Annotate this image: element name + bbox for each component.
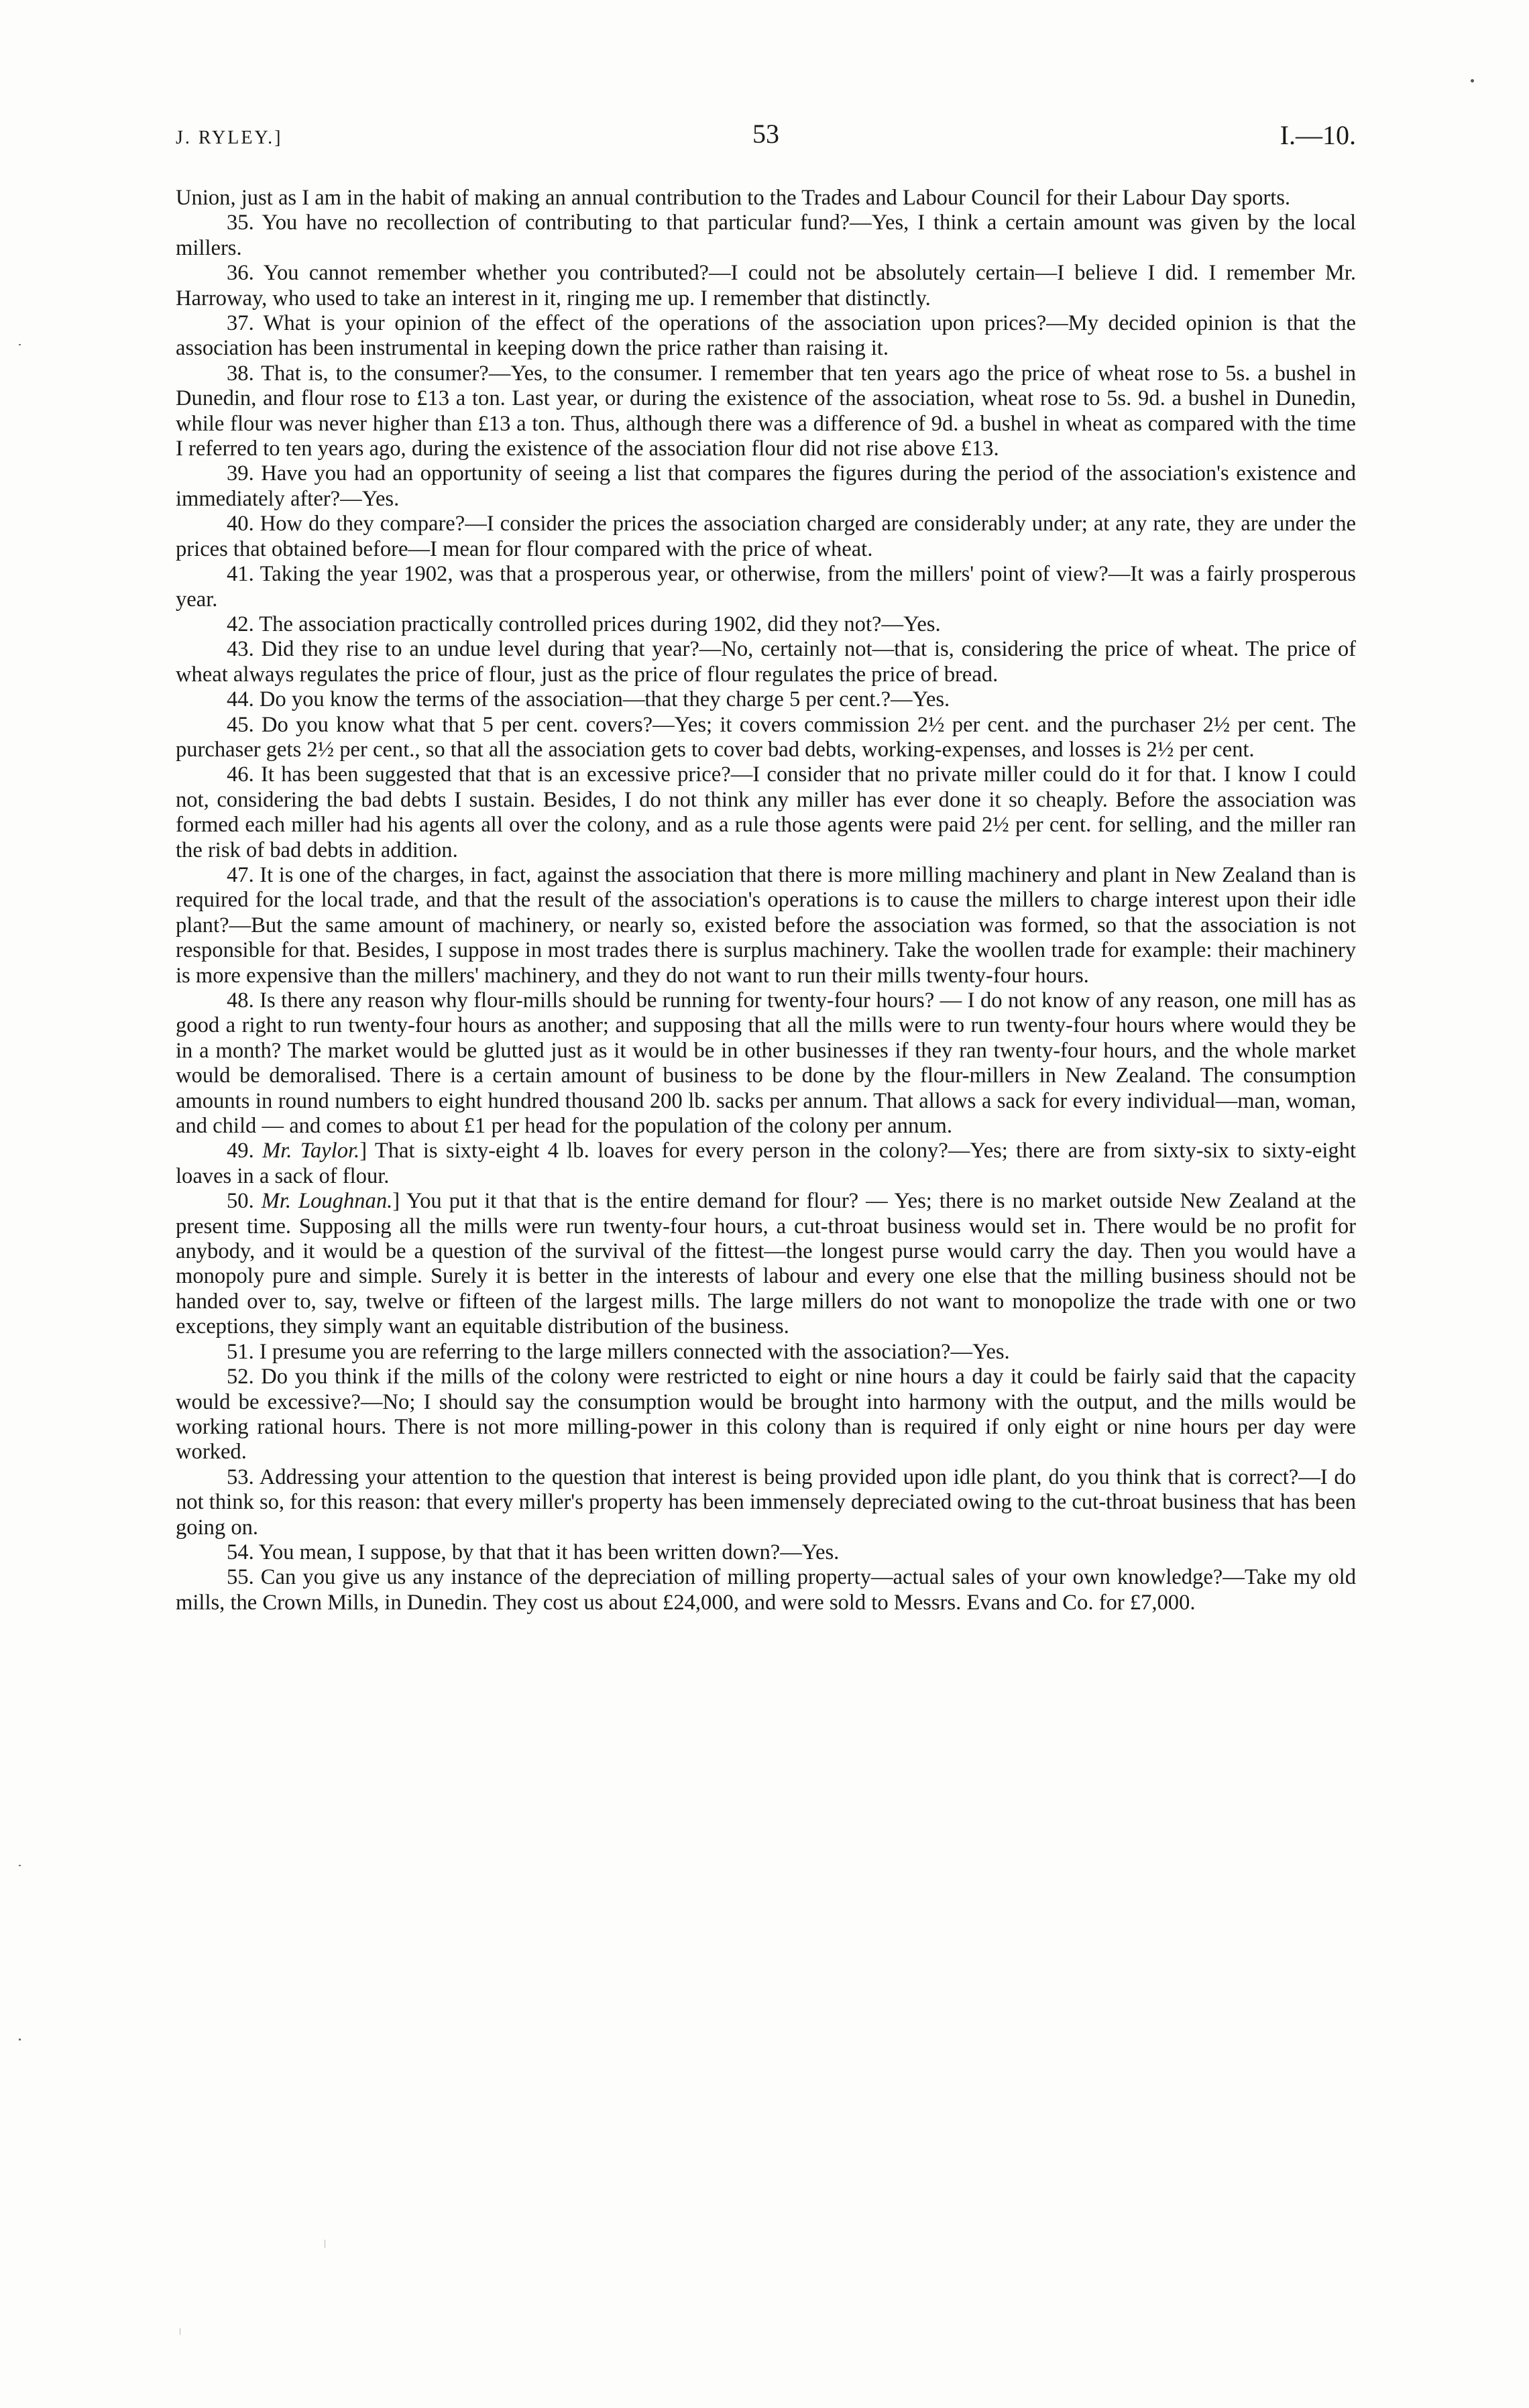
paragraph-text: You put it that that is the entire demand for flour? — Yes; there is no market outside New Zealand at the present time. Supposing all the mills were run twenty-four hours, a cut-throat business would set in. There would be no profit for anybody, and it would be a question of the survival of the fittest—the longest purse would carry the day. Then you would have a monopoly pure and simple. Surely it is better in the interests of labour and every one else that the milling business should not be handed over to, say, twelve or fifteen of the largest mills. The large millers do not want to monopolize the trade with one or two exceptions, they simply want an equitable distribution of the business. bbox=[176, 1189, 1356, 1339]
paragraph-41: 41. Taking the year 1902, was that a prosperous year, or otherwise, from the millers' point of view?—It was a fairly prosperous year. bbox=[176, 562, 1356, 612]
document-body bbox=[176, 186, 1356, 1615]
paragraph-36: 36. You cannot remember whether you contributed?—I could not be absolutely certain—I believe I did. I remember Mr. Harroway, who used to take an interest in it, ringing me up. I remember that distinctly. bbox=[176, 261, 1356, 310]
paragraph-39: 39. Have you had an opportunity of seeing a list that compares the figures during the period of the association's existence and immediately after?—Yes. bbox=[176, 461, 1356, 511]
speaker-name: Mr. Loughnan. bbox=[261, 1189, 393, 1214]
scan-speck bbox=[19, 344, 21, 345]
paragraph-51: 51. I presume you are referring to the large millers connected with the association?—Yes. bbox=[227, 1339, 1010, 1364]
paragraph-45: 45. Do you know what that 5 per cent. covers?—Yes; it covers commission 2½ per cent. and the purchaser 2½ per cent. The purchaser gets 2½ per cent., so that all the association gets to cover bad debts, working-expenses, and losses is 2½ per cent. bbox=[176, 712, 1356, 762]
paragraph-47: 47. It is one of the charges, in fact, against the association that there is more milling machinery and plant in New Zealand than is required for the local trade, and that the result of the association's operations is to cause the millers to charge interest upon their idle plant?—But the same amount of machinery, or nearly so, existed before the association was formed, so that the association is not responsible for that. Besides, I suppose in most trades there is surplus machinery. Take the woollen trade for example: their machinery is more expensive than the millers' machinery, and they do not want to run their mills twenty-four hours. bbox=[176, 862, 1356, 988]
paragraph-46: 46. It has been suggested that that is an excessive price?—I consider that no private miller could do it for that. I know I could not, considering the bad debts I sustain. Besides, I do not think any miller has ever done it so cheaply. Before the association was formed each miller had his agents all over the colony, and as a rule those agents were paid 2½ per cent. for selling, and the miller ran the risk of bad debts in addition. bbox=[176, 762, 1356, 862]
paragraph-53: 53. Addressing your attention to the question that interest is being provided upon idle plant, do you think that is correct?—I do not think so, for this reason: that every miller's property has been immensely depreciated owing to the cut-throat business that has been going on. bbox=[176, 1465, 1356, 1540]
scan-speck bbox=[19, 2039, 21, 2041]
paragraph-38: 38. That is, to the consumer?—Yes, to the consumer. I remember that ten years ago the price of wheat rose to 5s. a bushel in Dunedin, and flour rose to £13 a ton. Last year, or during the existence of the association, wheat rose to 5s. 9d. a bushel in Dunedin, while flour was never higher than £13 a ton. Thus, although there was a difference of 9d. a bushel in wheat as compared with the time I referred to ten years ago, during the existence of the association flour did not rise above £13. bbox=[176, 361, 1356, 461]
paper-reference: I.—10. bbox=[1280, 120, 1356, 150]
paragraph-55: 55. Can you give us any instance of the depreciation of milling property—actual sales of your own knowledge?—Take my old mills, the Crown Mills, in Dunedin. They cost us about £24,000, and were sold to Messrs. Evans and Co. for £7,000. bbox=[176, 1565, 1356, 1615]
witness-name: J. RYLEY.] bbox=[176, 127, 283, 148]
paragraph-35: 35. You have no recollection of contributing to that particular fund?—Yes, I think a certain amount was given by the local millers. bbox=[176, 211, 1356, 260]
speaker-name: Mr. Taylor. bbox=[262, 1139, 360, 1163]
question-number: 49. bbox=[227, 1139, 254, 1163]
paragraph-49: 49. Mr. Taylor.] That is sixty-eight 4 lb. loaves for every person in the colony?—Yes; there are from sixty-six to sixty-eight loaves in a sack of flour. bbox=[176, 1139, 1356, 1188]
scan-speck bbox=[19, 1865, 21, 1866]
paragraph-40: 40. How do they compare?—I consider the prices the association charged are considerably under; at any rate, they are under the prices that obtained before—I mean for flour compared with the price of wheat. bbox=[176, 512, 1356, 561]
paragraph-44: 44. Do you know the terms of the association—that they charge 5 per cent.?—Yes. bbox=[227, 687, 950, 712]
paragraph-43: 43. Did they rise to an undue level during that year?—No, certainly not—that is, considering the price of wheat. The price of wheat always regulates the price of flour, just as the price of flour regulates the price of bread. bbox=[176, 637, 1356, 687]
paragraph-52: 52. Do you think if the mills of the colony were restricted to eight or nine hours a day it could be fairly said that the capacity would be excessive?—No; I should say the consumption would be brought into harmony with the output, and the mills would be working rational hours. There is not more milling-power in this colony than is required if only eight or nine hours per day were worked. bbox=[176, 1365, 1356, 1465]
paragraph-text: That is sixty-eight 4 lb. loaves for every person in the colony?—Yes; there are from sixty-six to sixty-eight loaves in a sack of flour. bbox=[176, 1139, 1356, 1188]
paragraph-48: 48. Is there any reason why flour-mills should be running for twenty-four hours? — I do not know of any reason, one mill has as good a right to run twenty-four hours as another; and supposing that all the mills were to run twenty-four hours where would they be in a month? The market would be glutted just as it would be in other businesses if they ran twenty-four hours, and the whole market would be demoralised. There is a certain amount of business to be done by the flour-millers in New Zealand. The consumption amounts in round numbers to eight hundred thousand 200 lb. sacks per annum. That allows a sack for every individual—man, woman, and child — and comes to about £1 per head for the population of the colony per annum. bbox=[176, 988, 1356, 1139]
question-number: 50. bbox=[227, 1189, 254, 1214]
page-header bbox=[176, 118, 1356, 152]
page-number: 53 bbox=[752, 119, 779, 149]
paragraph-37: 37. What is your opinion of the effect of the operations of the association upon prices?—My decided opinion is that the association has been instrumental in keeping down the price rather than raising it. bbox=[176, 311, 1356, 361]
scan-speck bbox=[1471, 79, 1474, 82]
paragraph-42: 42. The association practically controlled prices during 1902, did they not?—Yes. bbox=[227, 612, 941, 636]
paragraph-50: 50. Mr. Loughnan.] You put it that that is the entire demand for flour? — Yes; there is no market outside New Zealand at the present time. Supposing all the mills were run twenty-four hours, a cut-throat business would set in. There would be no profit for anybody, and it would be a question of the survival of the fittest—the longest purse would carry the day. Then you would have a monopoly pure and simple. Surely it is better in the interests of labour and every one else that the milling business should not be handed over to, say, twelve or fifteen of the largest mills. The large millers do not want to monopolize the trade with one or two exceptions, they simply want an equitable distribution of the business. bbox=[176, 1189, 1356, 1339]
paragraph-54: 54. You mean, I suppose, by that that it has been written down?—Yes. bbox=[227, 1540, 840, 1564]
paragraph-continuation: Union, just as I am in the habit of making an annual contribution to the Trades and Labour Council for their Labour Day sports. bbox=[176, 186, 1291, 210]
